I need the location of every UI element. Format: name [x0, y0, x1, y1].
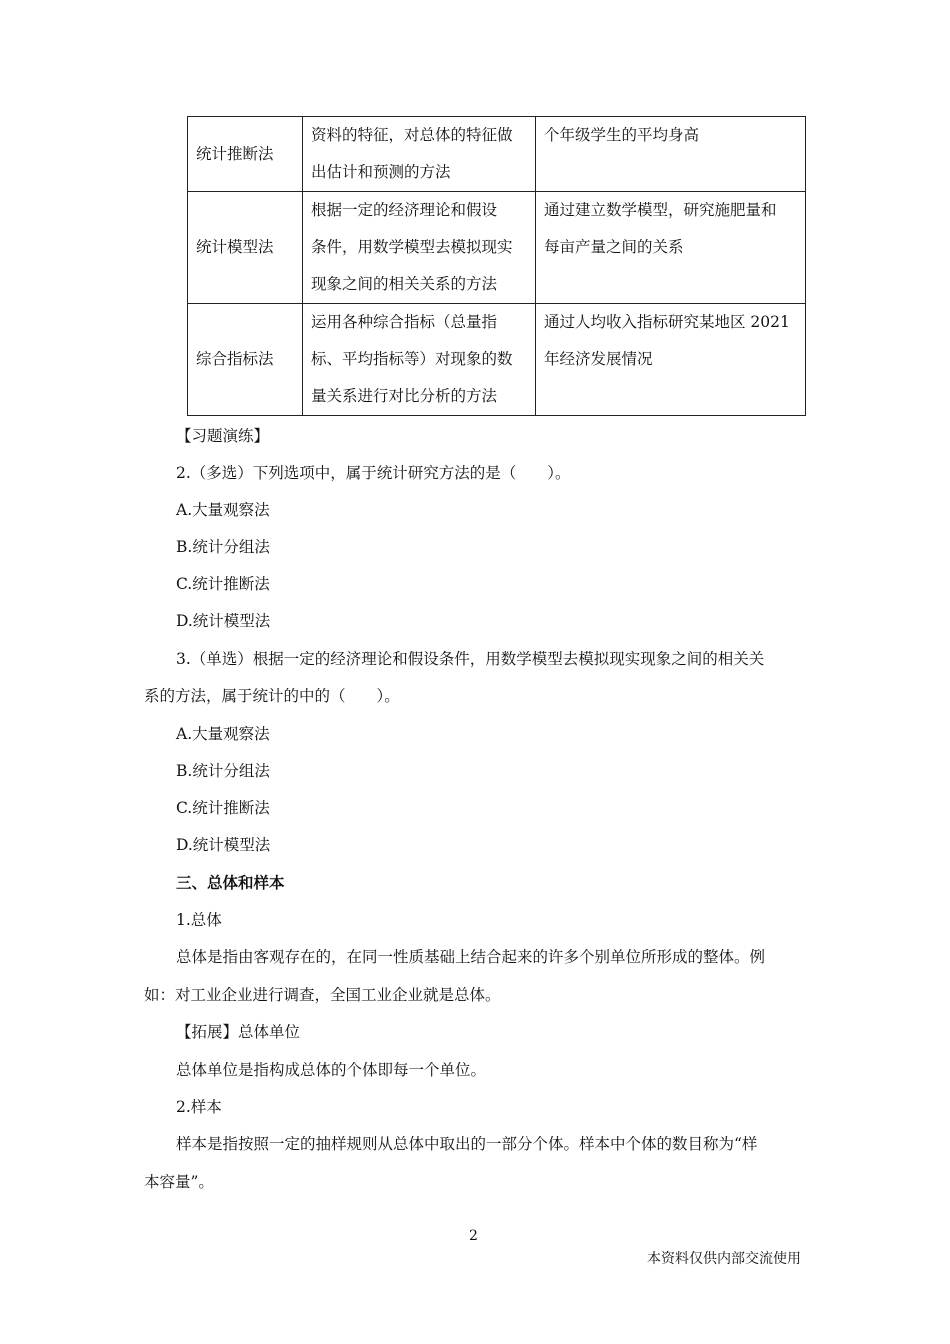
table-row — [188, 117, 806, 192]
desc-line: 资料的特征，对总体的特征做 — [311, 126, 513, 144]
method-desc-cell — [303, 304, 536, 416]
q2-option-a: A.大量观察法 — [176, 501, 270, 519]
population-unit-paragraph: 总体单位是指构成总体的个体即每一个单位。 — [176, 1061, 487, 1079]
method-example-cell — [536, 304, 806, 416]
example-line: 通过建立数学模型，研究施肥量和 — [544, 201, 777, 219]
method-desc-cell — [303, 117, 536, 192]
subheading-population: 1.总体 — [176, 911, 222, 929]
method-name-cell: 统计模型法 — [188, 192, 303, 304]
desc-line: 现象之间的相关关系的方法 — [311, 275, 498, 293]
sample-paragraph-line-2: 本容量”。 — [144, 1173, 214, 1191]
population-paragraph-line-1: 总体是指由客观存在的，在同一性质基础上结合起来的许多个别单位所形成的整体。例 — [176, 948, 766, 966]
example-line: 通过人均收入指标研究某地区 2021 — [544, 313, 790, 331]
method-desc-cell — [303, 192, 536, 304]
q3-option-b: B.统计分组法 — [176, 762, 270, 780]
subheading-sample: 2.样本 — [176, 1098, 222, 1116]
table-row — [188, 304, 806, 416]
method-example-cell — [536, 192, 806, 304]
example-line: 每亩产量之间的关系 — [544, 238, 684, 256]
method-name-cell: 统计推断法 — [188, 117, 303, 192]
question-2-stem: 2.（多选）下列选项中，属于统计研究方法的是（ ）。 — [176, 464, 571, 482]
q3-option-a: A.大量观察法 — [176, 725, 270, 743]
sample-paragraph-line-1: 样本是指按照一定的抽样规则从总体中取出的一部分个体。样本中个体的数目称为“样 — [176, 1135, 758, 1153]
population-paragraph-line-2: 如：对工业企业进行调查，全国工业企业就是总体。 — [144, 986, 501, 1004]
question-3-stem-line-1: 3.（单选）根据一定的经济理论和假设条件，用数学模型去模拟现实现象之间的相关关 — [176, 650, 765, 668]
desc-line: 出估计和预测的方法 — [311, 163, 451, 181]
desc-line: 运用各种综合指标（总量指 — [311, 313, 498, 331]
desc-line: 条件，用数学模型去模拟现实 — [311, 238, 513, 256]
q2-option-b: B.统计分组法 — [176, 538, 270, 556]
table-row — [188, 192, 806, 304]
practice-heading: 【习题演练】 — [176, 427, 270, 445]
q3-option-d: D.统计模型法 — [176, 836, 271, 854]
footer-note: 本资料仅供内部交流使用 — [647, 1251, 801, 1267]
method-example-cell — [536, 117, 806, 192]
q3-option-c: C.统计推断法 — [176, 799, 270, 817]
example-line: 年经济发展情况 — [544, 350, 653, 368]
desc-line: 根据一定的经济理论和假设 — [311, 201, 498, 219]
example-line: 个年级学生的平均身高 — [544, 126, 700, 144]
method-name-cell: 综合指标法 — [188, 304, 303, 416]
page-number: 2 — [469, 1228, 478, 1244]
q2-option-d: D.统计模型法 — [176, 612, 271, 630]
q2-option-c: C.统计推断法 — [176, 575, 270, 593]
question-3-stem-line-2: 系的方法，属于统计的中的（ ）。 — [144, 687, 400, 705]
extension-heading: 【拓展】总体单位 — [176, 1023, 301, 1041]
desc-line: 标、平均指标等）对现象的数 — [311, 350, 513, 368]
desc-line: 量关系进行对比分析的方法 — [311, 387, 498, 405]
section-3-heading: 三、总体和样本 — [176, 873, 285, 892]
methods-table — [187, 116, 806, 416]
